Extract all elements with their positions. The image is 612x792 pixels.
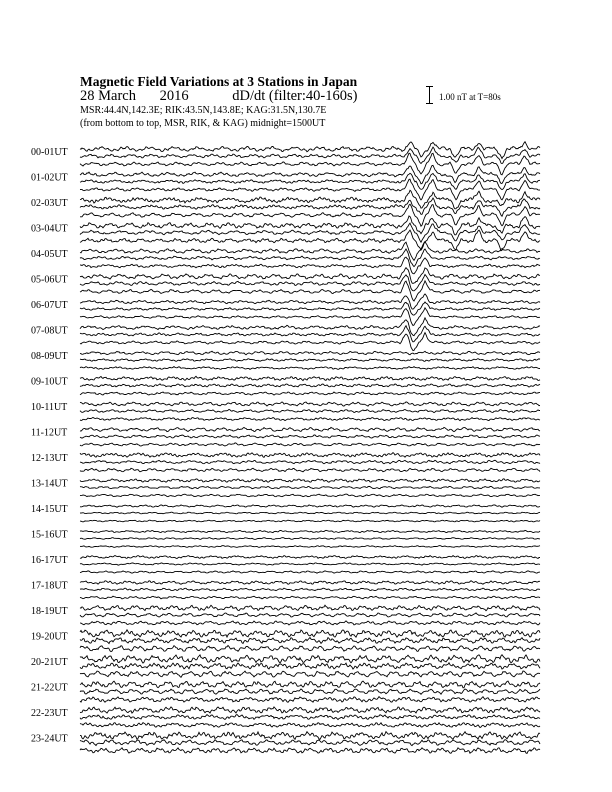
hour-label: 00-01UT <box>31 147 68 158</box>
hour-label: 08-09UT <box>31 351 68 362</box>
hour-row-17-18UT <box>31 581 540 599</box>
trace-rik <box>80 613 540 617</box>
trace-msr <box>80 257 540 274</box>
hour-label: 11-12UT <box>31 427 68 439</box>
hour-label: 23-24UT <box>31 733 68 745</box>
hour-row-05-06UT <box>31 268 540 301</box>
trace-msr <box>80 153 540 175</box>
trace-rik <box>80 715 540 720</box>
trace-kag <box>80 530 540 532</box>
hour-row-20-21UT <box>31 655 540 678</box>
trace-msr <box>80 621 540 625</box>
trace-rik <box>80 384 540 387</box>
hour-row-02-03UT <box>31 190 540 226</box>
hour-label: 15-16UT <box>31 529 68 541</box>
hour-row-10-11UT <box>31 402 540 421</box>
trace-kag <box>80 655 540 663</box>
trace-msr <box>80 723 540 728</box>
hour-label: 21-22UT <box>31 682 68 694</box>
trace-rik <box>80 740 540 746</box>
hour-label: 07-08UT <box>31 325 68 337</box>
trace-kag <box>80 605 540 611</box>
hour-label: 13-14UT <box>31 478 68 490</box>
date-day: 28 <box>80 88 95 104</box>
trace-rik <box>80 512 540 514</box>
trace-msr <box>80 748 540 754</box>
trace-kag <box>80 707 540 713</box>
trace-msr <box>80 546 540 548</box>
hour-row-22-23UT <box>31 707 540 728</box>
trace-kag <box>80 630 540 637</box>
hour-label: 20-21UT <box>31 657 68 668</box>
trace-kag <box>80 402 540 406</box>
trace-rik <box>80 359 540 362</box>
trace-kag <box>80 732 540 740</box>
hour-row-23-24UT <box>31 732 540 754</box>
hour-row-12-13UT <box>31 453 540 472</box>
trace-rik <box>80 435 540 438</box>
hour-row-16-17UT <box>31 555 540 573</box>
trace-rik <box>80 326 540 342</box>
chart-title: Magnetic Field Variations at 3 Stations in Japan <box>80 74 358 89</box>
hour-label: 18-19UT <box>31 606 68 617</box>
hour-label: 22-23UT <box>31 708 68 719</box>
hour-label: 10-11UT <box>31 402 68 413</box>
hour-row-03-04UT <box>31 216 540 251</box>
hour-label: 02-03UT <box>31 198 68 209</box>
trace-msr <box>80 646 540 652</box>
hour-row-01-02UT <box>31 165 540 200</box>
trace-msr <box>80 596 540 599</box>
hour-label: 16-17UT <box>31 555 68 566</box>
trace-kag <box>80 556 540 559</box>
scale-bar-label: 1.00 nT at T=80s <box>439 92 501 102</box>
hour-label: 17-18UT <box>31 580 68 592</box>
date-year: 2016 <box>159 88 189 104</box>
trace-rik <box>80 588 540 591</box>
trace-kag <box>80 681 540 688</box>
trace-rik <box>80 538 540 540</box>
hour-label: 04-05UT <box>31 249 68 260</box>
hour-label: 14-15UT <box>31 504 68 515</box>
trace-kag <box>80 318 540 336</box>
hour-row-00-01UT <box>31 142 540 175</box>
trace-msr <box>80 571 540 573</box>
trace-msr <box>80 671 540 677</box>
hour-row-04-05UT <box>31 242 540 274</box>
trace-kag <box>80 453 540 458</box>
trace-kag <box>80 376 540 380</box>
hour-row-08-09UT <box>31 351 540 369</box>
trace-msr <box>80 697 540 703</box>
station-order-note: (from bottom to top, MSR, RIK, & KAG) <box>80 118 248 129</box>
filter-label: (filter:40-160s) <box>268 88 358 104</box>
trace-msr <box>80 443 540 446</box>
trace-msr <box>80 392 540 395</box>
trace-msr <box>80 417 540 420</box>
hour-label: 06-07UT <box>31 300 68 311</box>
trace-kag <box>80 427 540 431</box>
hour-row-09-10UT <box>31 376 540 395</box>
trace-kag <box>80 581 540 585</box>
trace-rik <box>80 638 540 644</box>
station-coordinates: MSR:44.4N,142.3E; RIK:43.5N,143.8E; KAG:31.5N,130.7E <box>80 105 327 116</box>
trace-msr <box>80 468 540 472</box>
trace-rik <box>80 563 540 565</box>
trace-msr <box>80 520 540 522</box>
trace-kag <box>80 268 540 284</box>
hour-label: 05-06UT <box>31 274 68 286</box>
hour-row-21-22UT <box>31 681 540 702</box>
hour-row-15-16UT <box>31 530 540 548</box>
date-month: March <box>98 88 136 104</box>
midnight-note: midnight=1500UT <box>250 118 326 129</box>
hour-label: 19-20UT <box>31 631 68 643</box>
quantity-label: dD/dt <box>232 88 266 104</box>
hour-row-19-20UT <box>31 630 540 652</box>
hour-label: 12-13UT <box>31 453 68 464</box>
hour-row-13-14UT <box>31 479 540 497</box>
hour-label: 03-04UT <box>31 223 68 235</box>
hour-row-11-12UT <box>31 427 540 446</box>
hour-row-06-07UT <box>31 294 540 326</box>
trace-msr <box>80 308 540 326</box>
hour-label: 09-10UT <box>31 376 68 388</box>
trace-rik <box>80 409 540 412</box>
trace-kag <box>80 294 540 309</box>
trace-rik <box>80 486 540 488</box>
trace-kag <box>80 165 540 183</box>
trace-kag <box>80 351 540 355</box>
hour-row-14-15UT <box>31 504 540 522</box>
trace-rik <box>80 302 540 315</box>
trace-rik <box>80 663 540 669</box>
hour-row-18-19UT <box>31 605 540 625</box>
trace-rik <box>80 689 540 694</box>
hour-label: 01-02UT <box>31 172 68 184</box>
hour-row-07-08UT <box>31 318 540 351</box>
trace-rik <box>80 460 540 463</box>
trace-kag <box>80 505 540 507</box>
trace-msr <box>80 367 540 370</box>
trace-kag <box>80 479 540 482</box>
trace-msr <box>80 494 540 497</box>
